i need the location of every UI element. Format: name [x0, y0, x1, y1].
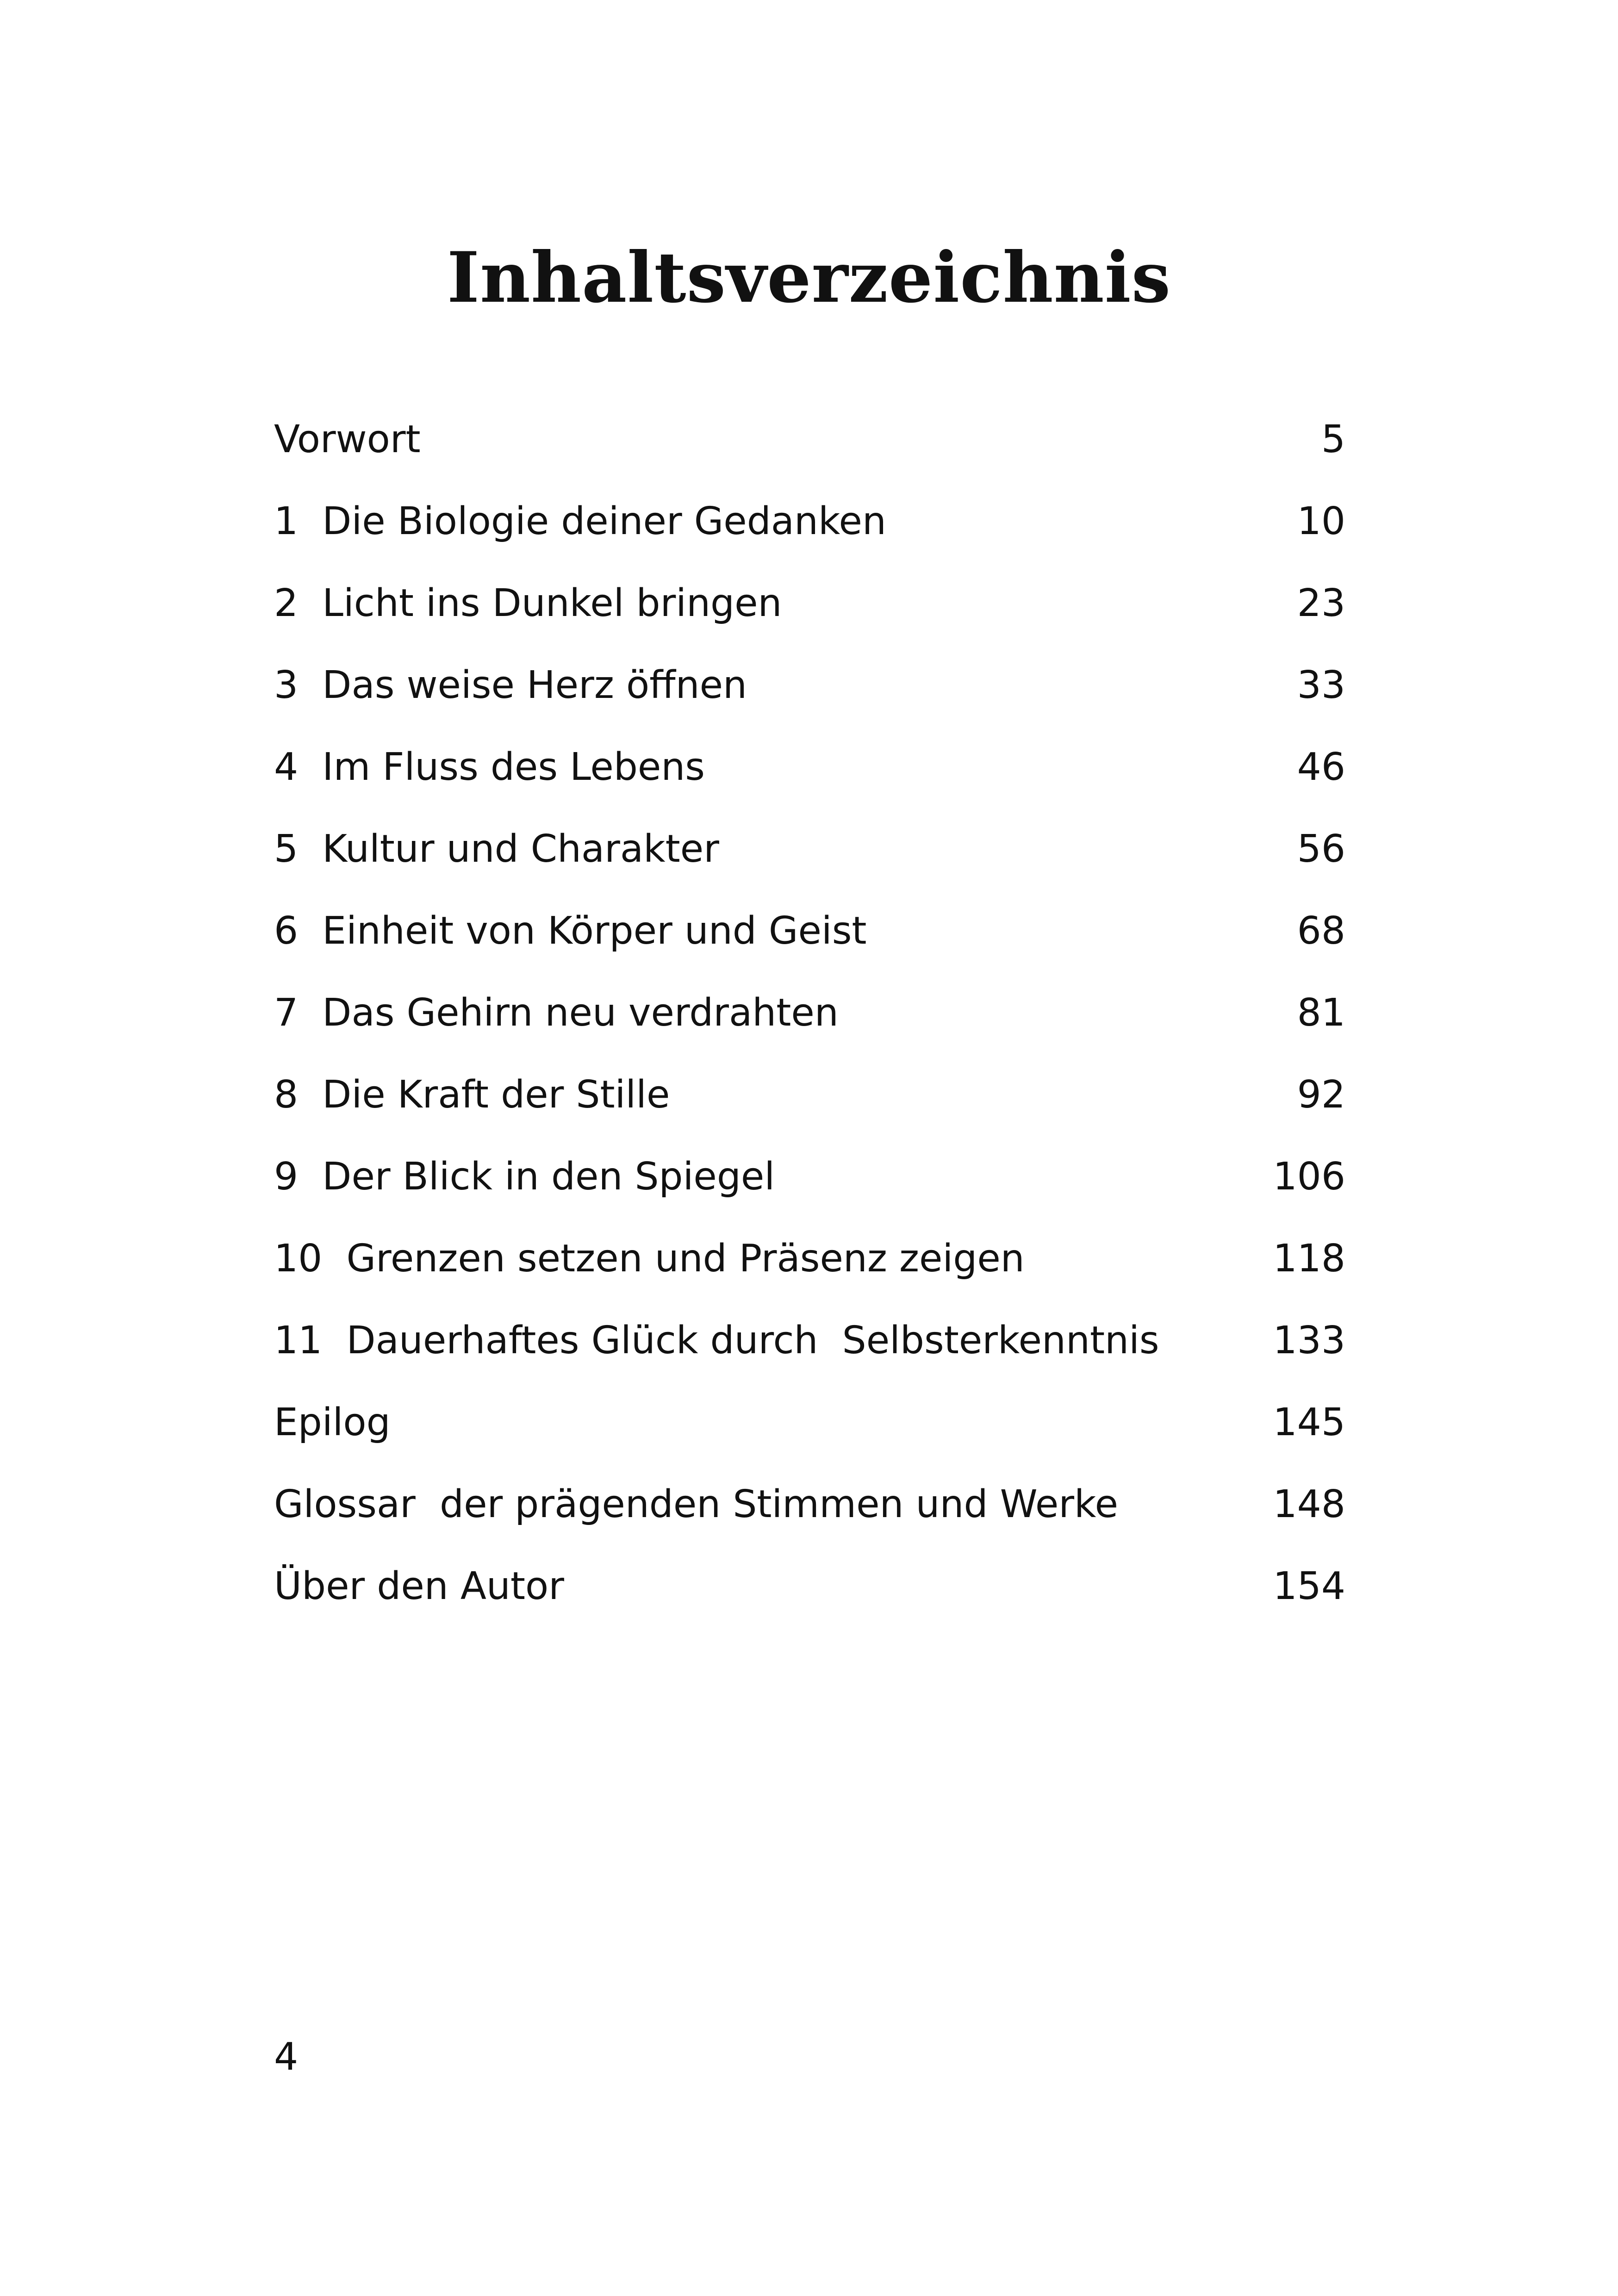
toc-entry-title: 4 Im Fluss des Lebens: [274, 745, 705, 789]
toc-entry-title: 10 Grenzen setzen und Präsenz zeigen: [274, 1237, 1025, 1281]
toc-entry-page: 33: [1297, 663, 1345, 707]
toc-entry-title: Über den Autor: [274, 1564, 564, 1608]
toc-entry: [274, 1313, 1345, 1395]
toc-entry-page: 68: [1297, 909, 1345, 953]
toc-entry: [274, 576, 1345, 658]
toc-entry-page: 10: [1297, 499, 1345, 543]
toc-entry: [274, 740, 1345, 821]
toc-entry: [274, 1231, 1345, 1313]
toc-entry: [274, 494, 1345, 576]
toc-entry-page: 118: [1273, 1237, 1345, 1281]
toc-entry-page: 154: [1273, 1564, 1345, 1608]
toc-entry-title: 7 Das Gehirn neu verdrahten: [274, 991, 839, 1035]
toc-entry: [274, 985, 1345, 1067]
page-title: Inhaltsverzeichnis: [447, 237, 1171, 318]
toc-entry-title: 6 Einheit von Körper und Geist: [274, 909, 867, 953]
toc-entry-title: Vorwort: [274, 417, 421, 461]
toc-entry: [274, 658, 1345, 740]
toc-entry: [274, 821, 1345, 903]
toc-entry: [274, 1067, 1345, 1149]
table-of-contents: [274, 412, 1345, 1641]
toc-entry-title: 5 Kultur und Charakter: [274, 827, 719, 871]
toc-entry-page: 46: [1297, 745, 1345, 789]
toc-entry: [274, 1395, 1345, 1477]
toc-entry-page: 56: [1297, 827, 1345, 871]
toc-entry: [274, 1559, 1345, 1641]
toc-entry-page: 106: [1273, 1155, 1345, 1199]
toc-entry-page: 145: [1273, 1400, 1345, 1444]
toc-entry-title: Glossar der prägenden Stimmen und Werke: [274, 1482, 1119, 1526]
toc-entry-title: 2 Licht ins Dunkel bringen: [274, 581, 782, 625]
toc-entry-page: 148: [1273, 1482, 1345, 1526]
toc-entry-page: 133: [1273, 1319, 1345, 1363]
page-number: 4: [274, 2035, 299, 2079]
toc-entry-page: 23: [1297, 581, 1345, 625]
toc-entry-title: 3 Das weise Herz öffnen: [274, 663, 747, 707]
toc-entry-title: 8 Die Kraft der Stille: [274, 1073, 670, 1117]
toc-entry: [274, 1477, 1345, 1559]
toc-entry: [274, 412, 1345, 494]
toc-entry: [274, 903, 1345, 985]
toc-entry-title: Epilog: [274, 1400, 391, 1444]
toc-entry-page: 5: [1321, 417, 1345, 461]
toc-entry-page: 92: [1297, 1073, 1345, 1117]
toc-entry-page: 81: [1297, 991, 1345, 1035]
toc-entry-title: 9 Der Blick in den Spiegel: [274, 1155, 775, 1199]
toc-entry-title: 11 Dauerhaftes Glück durch Selbsterkenntnis: [274, 1319, 1159, 1363]
toc-entry-title: 1 Die Biologie deiner Gedanken: [274, 499, 886, 543]
toc-entry: [274, 1149, 1345, 1231]
